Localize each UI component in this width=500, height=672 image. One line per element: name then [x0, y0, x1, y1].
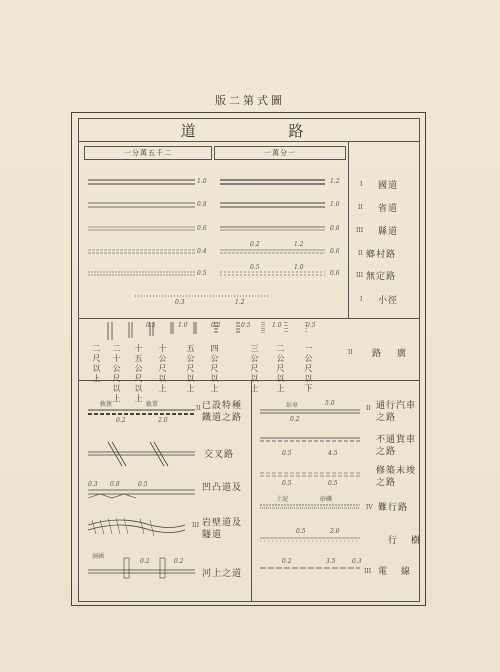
- width-num: 0.5: [241, 322, 251, 329]
- scale-right-label: 一萬分一: [264, 149, 296, 157]
- roman-numeral: I: [360, 296, 363, 303]
- note: 砂礫: [320, 496, 333, 503]
- sheet-title: 版二第式圖: [215, 94, 285, 107]
- roman-numeral: II: [366, 405, 371, 412]
- roman-numeral: II: [348, 349, 353, 356]
- mid-label: 0.5: [250, 264, 260, 271]
- note: 0.3: [88, 481, 98, 488]
- width-col-label: 三公尺以上: [250, 344, 259, 394]
- item-label: 岩壁道及隧道: [202, 518, 243, 540]
- mid-label: 1.2: [294, 241, 304, 248]
- scale-left-label: 一分萬五千二: [124, 149, 172, 157]
- width-label: 1.2: [330, 178, 340, 185]
- item-label: 河上之道: [202, 569, 243, 579]
- item-label: 難行路: [378, 503, 409, 513]
- note: 0.8: [110, 481, 120, 488]
- width-col-label: 十公尺以上: [158, 344, 167, 394]
- width-num: 0.5: [306, 322, 316, 329]
- note: 0.5: [328, 480, 338, 487]
- width-label: 0.8: [330, 225, 340, 232]
- width-num: 1.0: [178, 322, 188, 329]
- width-col-label: 五公尺以上: [186, 344, 195, 394]
- width-col-label: 一公尺以下: [304, 344, 313, 394]
- note: 5.0: [325, 400, 335, 407]
- width-label: 0.3: [175, 299, 185, 306]
- road-class-label: 國道: [378, 181, 399, 191]
- width-label: 0.6: [197, 225, 207, 232]
- road-class-label: 小徑: [378, 296, 399, 306]
- note: 2.0: [330, 528, 340, 535]
- note: 0.5: [138, 481, 148, 488]
- item-label: 已設特種鐵道之路: [202, 401, 243, 423]
- width-label: 0.4: [197, 248, 207, 255]
- note: 2.0: [158, 417, 168, 424]
- width-num: 0.2: [211, 322, 221, 329]
- item-label: 電線: [378, 567, 425, 577]
- item-label: 不通貨車之路: [376, 435, 417, 457]
- main-title: 道 路: [180, 122, 348, 140]
- mid-label: 1.0: [294, 264, 304, 271]
- width-label: 1.0: [330, 201, 340, 208]
- note: 3.5: [326, 558, 336, 565]
- note: 0.2: [140, 558, 150, 565]
- note: 0.2: [116, 417, 126, 424]
- road-class-label: 鄉村路: [366, 250, 397, 260]
- roman-numeral: III: [192, 522, 200, 529]
- roman-numeral: III: [364, 568, 372, 575]
- note: 0.5: [282, 450, 292, 457]
- note: 土泥: [276, 496, 289, 503]
- width-section-label: 路廣: [372, 349, 423, 359]
- note: 0.5: [282, 480, 292, 487]
- width-label: 0.6: [330, 248, 340, 255]
- item-label: 凹凸道及: [202, 483, 243, 493]
- item-label: 修築未竣之路: [376, 466, 417, 488]
- roman-numeral: IV: [366, 504, 373, 511]
- note: 軌狹: [100, 401, 113, 408]
- note: 洞涵: [92, 553, 105, 560]
- road-class-label: 省道: [378, 204, 399, 214]
- note: 0.5: [296, 528, 306, 535]
- road-class-label: 無定路: [366, 272, 397, 282]
- width-num: 0.5: [146, 322, 156, 329]
- roman-numeral: II: [358, 204, 363, 211]
- width-col-label: 二十公尺以上: [112, 344, 121, 404]
- road-class-label: 縣道: [378, 227, 399, 237]
- note: 4.5: [328, 450, 338, 457]
- roman-numeral: III: [356, 227, 364, 234]
- width-col-label: 二尺以上: [92, 344, 101, 384]
- roman-numeral: III: [356, 272, 364, 279]
- item-label: 通行汽車之路: [376, 401, 417, 423]
- width-col-label: 二公尺以上: [276, 344, 285, 394]
- item-label: 交叉路: [204, 450, 235, 460]
- width-num: 1.0: [272, 322, 282, 329]
- item-label: 行樹: [388, 536, 435, 546]
- note: 0.2: [290, 416, 300, 423]
- width-label: 0.5: [197, 270, 207, 277]
- roman-numeral: II: [196, 405, 201, 412]
- width-label: 0.6: [330, 270, 340, 277]
- width-label: 0.8: [197, 201, 207, 208]
- note: 0.3: [352, 558, 362, 565]
- note: 軌單: [146, 401, 159, 408]
- note: 站車: [286, 402, 299, 409]
- width-col-label: 十五公尺以上: [134, 344, 143, 404]
- roman-numeral: II: [358, 250, 363, 257]
- roman-numeral: I: [360, 181, 363, 188]
- width-label: 1.0: [197, 178, 207, 185]
- note: 0.2: [282, 558, 292, 565]
- mid-label: 0.2: [250, 241, 260, 248]
- width-label: 1.2: [235, 299, 245, 306]
- width-col-label: 四公尺以上: [210, 344, 219, 394]
- note: 0.2: [174, 558, 184, 565]
